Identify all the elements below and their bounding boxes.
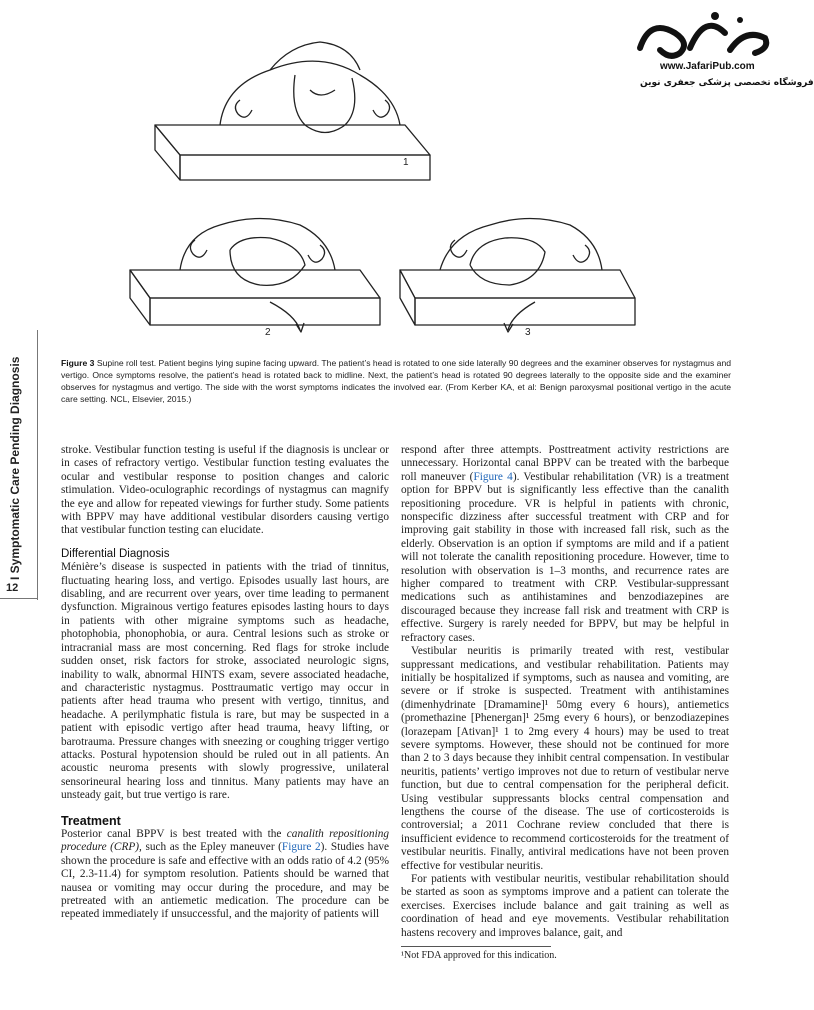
figure-caption xyxy=(61,357,731,405)
paragraph: stroke. Vestibular function testing is useful if the diagnosis is unclear or in cases of refractory vertigo. Vestibular function testing evaluates the ocular and vestibular response to position changes and caloric stimulation. Video-oculographic recordings of nystagmus can magnify the eye and allow for repeated viewings for further study. Some patients with BPPV may have additional vestibular disorders causing vertigo that vestibular function testing can elucidate. xyxy=(61,444,389,537)
panel-3-mattress xyxy=(400,219,635,326)
subheading-differential-diagnosis: Differential Diagnosis xyxy=(61,547,170,560)
text-run: Posterior canal BPPV is best treated with the xyxy=(61,827,287,840)
figure-2-link[interactable]: Figure 2 xyxy=(281,841,321,854)
side-tab xyxy=(0,0,40,1010)
footnote-rule xyxy=(401,946,551,947)
heading-treatment: Treatment xyxy=(61,813,121,828)
paragraph: Ménière’s disease is suspected in patients with the triad of tinnitus, fluctuating hearing loss, and vertigo. Episodes usually last hours, are disabling, and are recurrent over years, over time leading to permanent dysfunction. Migrainous vertigo features episodes lasting hours to days in patients with other migraine symptoms such as headache, photophobia, phonophobia, or aura. Central lesions such as stroke or intracranial mass are most concerning. Red flags for stroke include sudden onset, risk factors for stroke, associated neurologic signs, inability to walk, abnormal HINTS exam, severe associated headache, and characteristic nystagmus. Posttraumatic vertigo may occur in patients after head trauma who present with vertigo, tinnitus, and headache. A perilymphatic fistula is rare, but may be suspected in a patient with episodic vertigo after head trauma, heavy lifting, or barotrauma. Pressure changes with sneezing or coughing trigger vertigo attacks. Postural hypotension should be ruled out in all patients. An acoustic neuroma presents with slowly progressive, unilateral sensorineural hearing loss and tinnitus. Many patients may have an unsteady gait, but true vertigo is rare. xyxy=(61,561,389,802)
paragraph xyxy=(61,828,389,922)
text-run: ). Vestibular rehabilitation (VR) is a treatment option for BPPV but is significantly less effective than the canalith repositioning procedure. VR is helpful in patients with chronic, nonspecific dizziness after successful treatment with CRP and for improving gait stability in those with increased fall risk, such as the elderly. Observation is an option if symptoms are mild and if a patient will not tolerate the canalith repositioning procedure. However, time to resolution with observation is 1–3 months, and recurrence rates are higher compared to treatment with CRP. Vestibular-suppressant medications such as antihistamines and benzodiazepines are discouraged because they increase fall risk and treatment with CRP is effective. Surgery is rarely needed for BPPV, but may be helpful in refractory cases. xyxy=(401,470,729,644)
right-column xyxy=(401,444,729,940)
panel-2-mattress xyxy=(130,219,380,326)
left-column xyxy=(61,444,389,922)
text-run: respond after three attempts. Posttreatment activity restrictions are unnecessary. Horizontal canal BPPV can be treated with the barbeque roll maneuver ( xyxy=(401,444,729,483)
panel-1-mattress xyxy=(155,42,430,180)
page-number: 12 xyxy=(6,582,19,594)
text-run: ). Studies have shown the procedure is safe and effective with an odds ratio of 4.2 (95% CI, 2.3-11.4) for symptom resolution. Patients should be warned that nausea or vomiting may occur during the procedure, and may be pretreated with an antiemetic medication. The procedure can be repeated immediately if unsuccessful, and the majority of patients will xyxy=(61,841,389,921)
logo-mark-icon xyxy=(620,8,780,63)
italic-term: canalith repositioning procedure (CRP), xyxy=(61,827,389,854)
section-label: I Symptomatic Care Pending Diagnosis xyxy=(8,356,22,580)
logo-shop-name: فروشگاه تخصصی پزشکی جعفری نوین xyxy=(640,78,814,88)
panel-label-1: 1 xyxy=(403,157,409,168)
figure-caption-text: Supine roll test. Patient begins lying supine facing upward. The patient’s head is rotated to one side laterally 90 degrees and the examiner observes for nystagmus and vertigo. Once symptoms resolve, the patient’s head is rotated back to midline. Next, the patient’s head is rotated 90 degrees laterally to the opposite side and the examiner observes for nystagmus and vertigo. The side with the worst symptoms indicates the involved ear. (From Kerber KA, et al: Benign paroxysmal positional vertigo in the acute care setting. NCL, Elsevier, 2015.) xyxy=(61,358,732,404)
panel-label-3: 3 xyxy=(525,327,531,338)
publisher-logo xyxy=(620,8,814,98)
side-tab-rule xyxy=(0,598,38,599)
figure-label: Figure 3 xyxy=(61,358,95,368)
panel-label-2: 2 xyxy=(265,327,271,338)
paragraph: Vestibular neuritis is primarily treated with rest, vestibular suppressant medications, and vestibular rehabilitation. Patients may initially be hospitalized if symptoms, such as nausea and vomiting, are severe or if stroke is suspected. Treatment with antihistamines (dimenhydrinate [Dramamine]¹ 50mg every 6 hours), antiemetics (promethazine [Phenergan]¹ 25mg every 6 hours), or benzodiazepines (lorazepam [Ativan]¹ 1 to 2mg every 4 hours) may be used to treat severe symptoms. However, these should not be continued for more than 2 to 3 days because they inhibit central compensation. In vestibular neuritis, patients’ vertigo improves not due to return of vestibular nerve function, but due to central compensation for the peripheral deficit. Using vestibular suppressants blocks central compensation and lengthens the course of the disease. The use of corticosteroids is controversial; a 2011 Cochrane review concluded that there is insufficient evidence to recommend corticosteroids for the treatment of vestibular neuritis. Finally, antiviral medications have not been proven effective for vestibular neuritis. xyxy=(401,645,729,872)
logo-url: www.JafariPub.com xyxy=(660,61,755,72)
figure-4-link[interactable]: Figure 4 xyxy=(473,470,513,483)
footnote: ¹Not FDA approved for this indication. xyxy=(401,950,557,961)
paragraph: For patients with vestibular neuritis, vestibular rehabilitation should be started as soon as symptoms improve and a patient can tolerate the exercises. Exercises include balance and gait training as well as coordination of head and eye movements. Vestibular rehabilitation hastens recovery and improves balance, gait, and xyxy=(401,873,729,939)
text-run: such as the Epley maneuver ( xyxy=(141,841,282,854)
supine-roll-test-illustration xyxy=(120,30,640,350)
paragraph xyxy=(401,444,729,645)
rotation-arrow-2 xyxy=(270,302,300,330)
